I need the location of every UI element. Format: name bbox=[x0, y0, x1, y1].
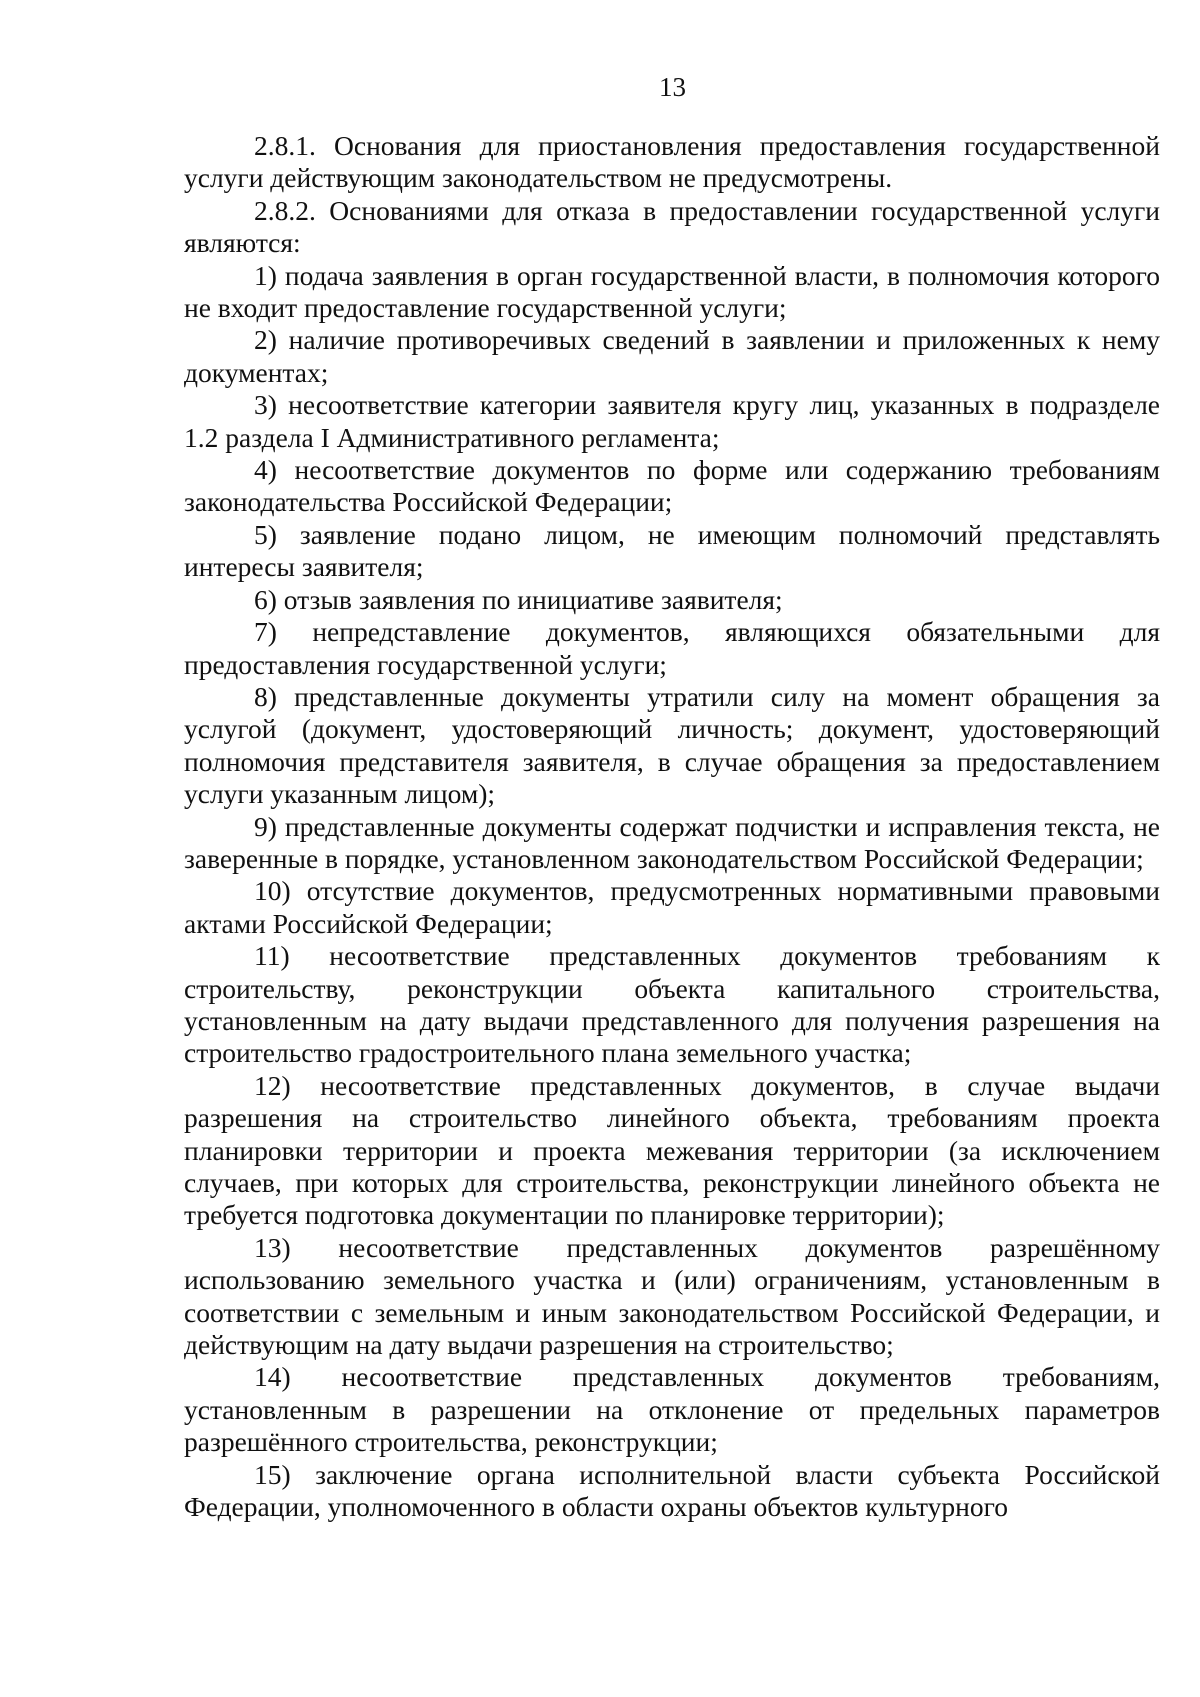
list-item-13: 13) несоответствие представленных документов разрешённому использованию земельного участка и (или) ограничениям, установленным в соответствии с земельным и иным законодательством Российской Федерации, и действующим на дату выдачи разрешения на строительство; bbox=[184, 1231, 1160, 1361]
page-number: 13 bbox=[659, 72, 686, 102]
list-item-6: 6) отзыв заявления по инициативе заявителя; bbox=[254, 583, 783, 615]
list-item-7: 7) непредставление документов, являющихся обязательными для предоставления государственной услуги; bbox=[184, 616, 1160, 680]
list-item-9: 9) представленные документы содержат подчистки и исправления текста, не заверенные в порядке, установленном законодательством Российской Федерации; bbox=[184, 810, 1160, 874]
paragraph-2-8-1: 2.8.1. Основания для приостановления предоставления государственной услуги действующим законодательством не предусмотрены. bbox=[184, 130, 1160, 194]
list-item-15: 15) заключение органа исполнительной власти субъекта Российской Федерации, уполномоченного в области охраны объектов культурного bbox=[184, 1458, 1160, 1523]
list-item-5: 5) заявление подано лицом, не имеющим полномочий представлять интересы заявителя; bbox=[184, 518, 1160, 583]
list-item-8: 8) представленные документы утратили силу на момент обращения за услугой (документ, удостоверяющий личность; документ, удостоверяющий полномочия представителя заявителя, в случае обращения за предоставлением услуги указанным лицом); bbox=[184, 680, 1160, 810]
list-item-2: 2) наличие противоречивых сведений в заявлении и приложенных к нему документах; bbox=[184, 324, 1160, 388]
list-item-4: 4) несоответствие документов по форме или содержанию требованиям законодательства Российской Федерации; bbox=[184, 454, 1160, 518]
list-item-14: 14) несоответствие представленных документов требованиям, установленным в разрешении на отклонение от предельных параметров разрешённого строительства, реконструкции; bbox=[184, 1361, 1160, 1458]
paragraph-2-8-2: 2.8.2. Основаниями для отказа в предоставлении государственной услуги являются: bbox=[184, 194, 1160, 259]
list-item-1: 1) подача заявления в орган государственной власти, в полномочия которого не входит предоставление государственной услуги; bbox=[184, 259, 1160, 324]
list-item-12: 12) несоответствие представленных документов, в случае выдачи разрешения на строительство линейного объекта, требованиям проекта планировки территории и проекта межевания территории (за исключением случаев, при которых для строительства, реконструкции линейного объекта не требуется подготовка документации по планировке территории); bbox=[184, 1069, 1160, 1231]
list-item-11: 11) несоответствие представленных документов требованиям к строительству, реконструкции объекта капитального строительства, установленным на дату выдачи представленного для получения разрешения на строительство градостроительного плана земельного участка; bbox=[184, 940, 1160, 1069]
list-item-3: 3) несоответствие категории заявителя кругу лиц, указанных в подразделе 1.2 раздела I Административного регламента; bbox=[184, 389, 1160, 453]
list-item-10: 10) отсутствие документов, предусмотренных нормативными правовыми актами Российской Федерации; bbox=[184, 875, 1160, 939]
document-body bbox=[184, 130, 1160, 1523]
